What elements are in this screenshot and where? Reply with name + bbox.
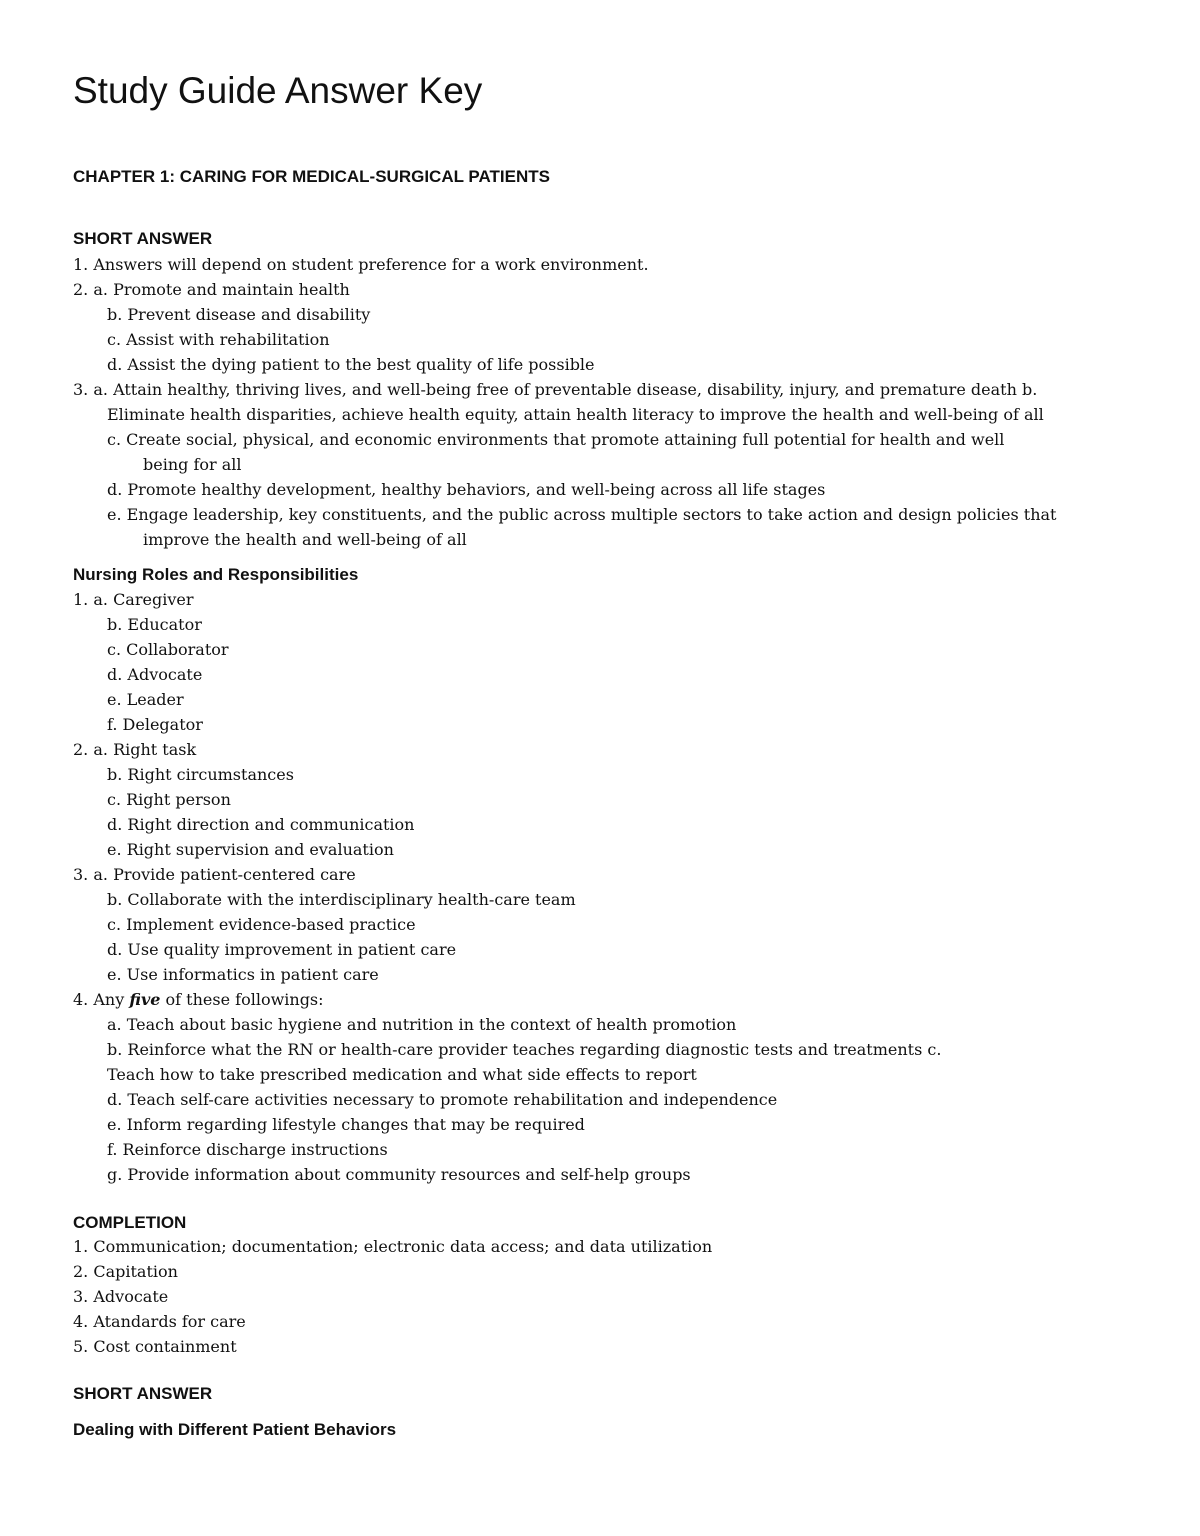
list-item: e. Use informatics in patient care [107, 965, 379, 984]
list-item: c. Collaborator [107, 640, 229, 659]
list-item: g. Provide information about community resources and self-help groups [107, 1165, 691, 1184]
q4-suffix: of these followings: [160, 990, 324, 1009]
q4-emphasis: five [129, 990, 161, 1009]
short-answer-heading: SHORT ANSWER [73, 229, 213, 248]
list-item: c. Implement evidence-based practice [107, 915, 416, 934]
list-item: e. Inform regarding lifestyle changes that may be required [107, 1115, 585, 1134]
list-item: 5. Cost containment [73, 1337, 237, 1356]
list-item: 3. a. Provide patient-centered care [73, 865, 356, 884]
q4-prefix: 4. Any [73, 990, 130, 1009]
list-item: 2. Capitation [73, 1262, 178, 1281]
short-answer-list [73, 252, 1153, 552]
short-answer-heading-2: SHORT ANSWER [73, 1384, 213, 1403]
list-item: d. Use quality improvement in patient care [107, 940, 457, 959]
list-item: 1. Answers will depend on student preference for a work environment. [73, 255, 649, 274]
list-item: Eliminate health disparities, achieve health equity, attain health literacy to improve the health and well-being of all [107, 405, 1044, 424]
list-item: d. Right direction and communication [107, 815, 415, 834]
list-item: f. Reinforce discharge instructions [107, 1140, 388, 1159]
list-item: b. Prevent disease and disability [107, 305, 371, 324]
list-item: b. Reinforce what the RN or health-care provider teaches regarding diagnostic tests and treatments c. [107, 1040, 942, 1059]
list-item: c. Assist with rehabilitation [107, 330, 330, 349]
list-item: 2. a. Promote and maintain health [73, 280, 350, 299]
list-item: 2. a. Right task [73, 740, 197, 759]
list-item: e. Right supervision and evaluation [107, 840, 394, 859]
list-item: Teach how to take prescribed medication and what side effects to report [107, 1065, 697, 1084]
list-item: being for all [143, 455, 242, 474]
list-item: e. Leader [107, 690, 184, 709]
list-item: 3. Advocate [73, 1287, 169, 1306]
nursing-roles-list [73, 587, 1153, 1187]
patient-behaviors-heading: Dealing with Different Patient Behaviors [73, 1420, 397, 1439]
completion-heading: COMPLETION [73, 1213, 187, 1232]
list-item: 1. a. Caregiver [73, 590, 194, 609]
list-item: c. Create social, physical, and economic environments that promote attaining full potential for health and well [107, 430, 1005, 449]
completion-list [73, 1234, 1153, 1359]
list-item: improve the health and well-being of all [143, 530, 467, 549]
chapter-heading: CHAPTER 1: CARING FOR MEDICAL-SURGICAL PATIENTS [73, 167, 550, 186]
list-item: d. Promote healthy development, healthy behaviors, and well-being across all life stages [107, 480, 826, 499]
list-item: b. Educator [107, 615, 202, 634]
list-item: d. Teach self-care activities necessary to promote rehabilitation and independence [107, 1090, 778, 1109]
page-title: Study Guide Answer Key [73, 70, 483, 111]
list-item: a. Teach about basic hygiene and nutrition in the context of health promotion [107, 1015, 737, 1034]
list-item: 1. Communication; documentation; electronic data access; and data utilization [73, 1237, 713, 1256]
list-item: c. Right person [107, 790, 231, 809]
list-item: b. Collaborate with the interdisciplinary health-care team [107, 890, 576, 909]
list-item: d. Advocate [107, 665, 203, 684]
list-item: e. Engage leadership, key constituents, and the public across multiple sectors to take action and design policies that [107, 505, 1057, 524]
list-item: f. Delegator [107, 715, 203, 734]
list-item-q4 [73, 987, 1153, 1012]
list-item: 3. a. Attain healthy, thriving lives, and well-being free of preventable disease, disability, injury, and premature death b. [73, 380, 1038, 399]
list-item: 4. Atandards for care [73, 1312, 246, 1331]
nursing-roles-heading: Nursing Roles and Responsibilities [73, 565, 359, 584]
list-item: d. Assist the dying patient to the best quality of life possible [107, 355, 595, 374]
list-item: b. Right circumstances [107, 765, 294, 784]
